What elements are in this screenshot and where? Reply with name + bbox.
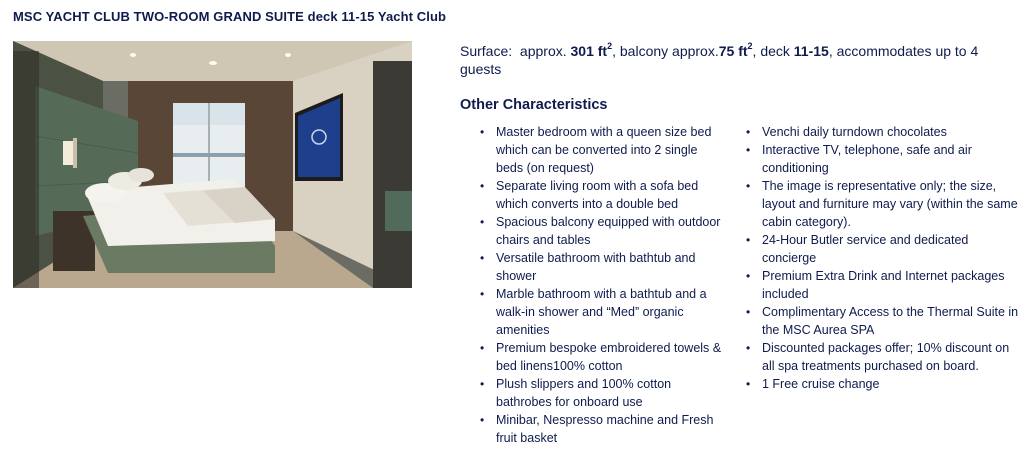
ceiling-light [285,53,291,57]
characteristics-list-left [496,123,728,447]
ceiling-light [209,61,217,65]
list-item: • Premium bespoke embroidered towels & bed linens100% cotton [496,339,728,375]
deck-prefix: , deck [752,43,790,59]
balcony-prefix: , balcony approx. [612,43,719,59]
list-item: • Separate living room with a sofa bed which converts into a double bed [496,177,728,213]
list-item: • Discounted packages offer; 10% discount on all spa treatments purchased on board. [762,339,1024,375]
list-item: • Marble bathroom with a bathtub and a walk-in shower and “Med” organic amenities [496,285,728,339]
surface-label: Surface: [460,43,513,59]
list-item: • Minibar, Nespresso machine and Fresh fruit basket [496,411,728,447]
bedroom-illustration [13,41,412,288]
list-item: • Complimentary Access to the Thermal Suite in the MSC Aurea SPA [762,303,1024,339]
list-item: • Versatile bathroom with bathtub and shower [496,249,728,285]
list-item: • Master bedroom with a queen size bed which can be converted into 2 single beds (on request) [496,123,728,177]
mirror-frame [13,51,39,288]
deck-value: 11-15 [793,43,829,59]
characteristics-list-right [762,123,1024,393]
area-value: 301 $ft^2$ [570,41,613,59]
list-item: • Venchi daily turndown chocolates [762,123,1024,141]
balcony-value: 75 $ft^2$ [718,41,753,59]
characteristics-heading: Other Characteristics [460,97,608,113]
pillow [128,168,154,182]
ceiling-light [130,53,136,57]
area-prefix: approx. [519,43,567,59]
list-item: • Plush slippers and 100% cotton bathrobes for onboard use [496,375,728,411]
surface-info [460,42,1020,78]
list-item: • 1 Free cruise change [762,375,1024,393]
doorway [373,61,412,288]
guests-text: , accommodates up to 4 guests [460,43,979,77]
suite-photo [13,41,412,288]
list-item: • Interactive TV, telephone, safe and air conditioning [762,141,1024,177]
list-item: • Premium Extra Drink and Internet packages included [762,267,1024,303]
list-item: • 24-Hour Butler service and dedicated concierge [762,231,1024,267]
list-item: • The image is representative only; the size, layout and furniture may vary (within the same cabin category). [762,177,1024,231]
suite-title: MSC YACHT CLUB TWO-ROOM GRAND SUITE deck 11-15 Yacht Club [13,9,447,24]
list-item: • Spacious balcony equipped with outdoor chairs and tables [496,213,728,249]
